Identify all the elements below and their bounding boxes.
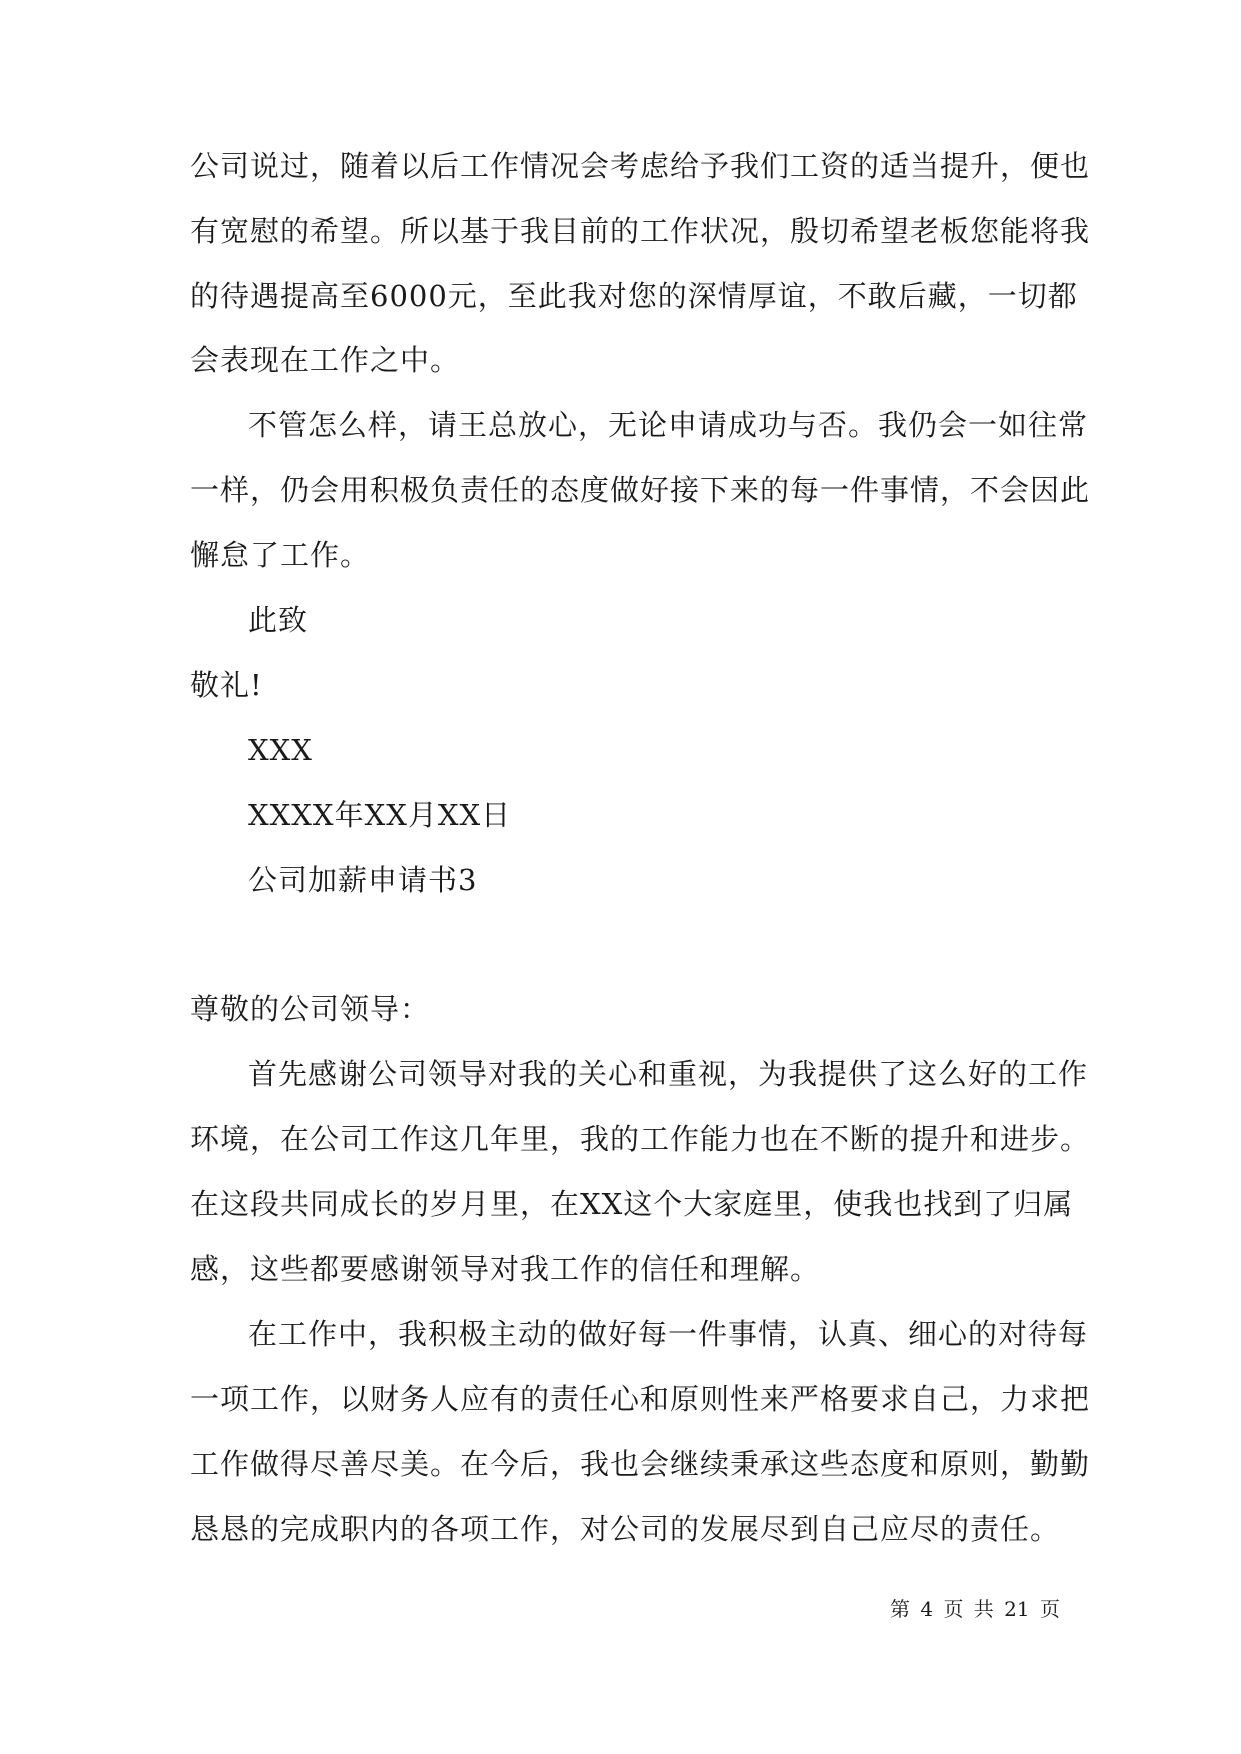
closing-salutation: 此致 [248,603,309,637]
body-line: 环境，在公司工作这几年里，我的工作能力也在不断的提升和进步。 [190,1122,1091,1156]
signature-name: XXX [248,733,313,767]
body-line: 一样，仍会用积极负责任的态度做好接下来的每一件事情，不会因此 [190,473,1091,507]
body-line: 懈怠了工作。 [190,538,371,572]
section-title: 公司加薪申请书3 [248,863,478,897]
body-line: 工作做得尽善尽美。在今后，我也会继续秉承这些态度和原则，勤勤 [190,1447,1091,1481]
greeting: 尊敬的公司领导： [190,992,431,1026]
body-line: 首先感谢公司领导对我的关心和重视，为我提供了这么好的工作 [248,1057,1089,1091]
body-line: 有宽慰的希望。所以基于我目前的工作状况，殷切希望老板您能将我 [190,214,1091,248]
page-number: 第 4 页 共 21 页 [890,1597,1060,1621]
body-line: 恳恳的完成职内的各项工作，对公司的发展尽到自己应尽的责任。 [190,1512,1061,1546]
body-line: 的待遇提高至6000元，至此我对您的深情厚谊，不敢后藏，一切都 [190,279,1078,313]
signature-date: XXXX年XX月XX日 [248,798,512,832]
closing-regards: 敬礼! [190,668,263,702]
body-line: 会表现在工作之中。 [190,343,461,377]
body-line: 感，这些都要感谢领导对我工作的信任和理解。 [190,1252,821,1286]
body-line: 在这段共同成长的岁月里，在XX这个大家庭里，使我也找到了归属 [190,1187,1074,1221]
body-line: 一项工作，以财务人应有的责任心和原则性来严格要求自己，力求把 [190,1382,1091,1416]
body-line: 不管怎么样，请王总放心，无论申请成功与否。我仍会一如往常 [248,408,1089,442]
body-line: 公司说过，随着以后工作情况会考虑给予我们工资的适当提升，便也 [190,149,1091,183]
body-line: 在工作中，我积极主动的做好每一件事情，认真、细心的对待每 [248,1317,1089,1351]
